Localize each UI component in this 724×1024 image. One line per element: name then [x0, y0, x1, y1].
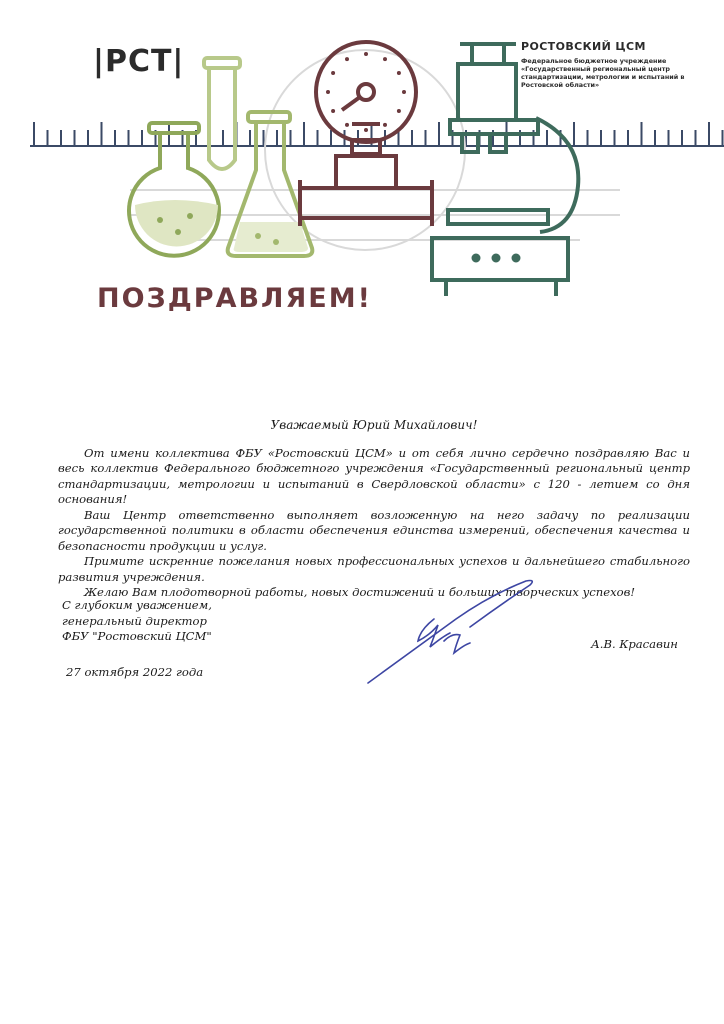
organization-subtitle: Федеральное бюджетное учреждение «Государственный региональный центр стандартизации, метрологии и испытаний в Ростовской области» [521, 57, 685, 89]
salutation: Уважаемый Юрий Михайлович! [270, 418, 478, 432]
paragraph: От имени коллектива ФБУ «Ростовский ЦСМ» и от себя лично сердечно поздравляю Вас и весь коллектив Федерального бюджетного учреждения «Государственный региональный центр стандартизации, метрологии и испытаний в Свердловской области» с 120 - летием со дня основания! [58, 445, 690, 506]
company-logo: |РСТ| [93, 44, 185, 79]
paragraph: Желаю Вам плодотворной работы, новых достижений и больших творческих успехов! [84, 585, 636, 599]
headline: ПОЗДРАВЛЯЕМ! [97, 283, 372, 314]
organization-title: РОСТОВСКИЙ ЦСМ [521, 40, 646, 53]
organization-name [521, 40, 716, 89]
closing-line: С глубоким уважением, [62, 598, 212, 612]
closing-block [62, 598, 282, 645]
closing-line: ФБУ "Ростовский ЦСМ" [62, 629, 212, 643]
signer-name: А.В. Красавин [591, 637, 678, 651]
letter-body [58, 418, 690, 601]
paragraph: Примите искренние пожелания новых профессиональных успехов и дальнейшего стабильного развития учреждения. [58, 554, 690, 584]
letter-date: 27 октября 2022 года [66, 665, 204, 679]
test-tube-icon [204, 58, 240, 169]
closing-line: генеральный директор [62, 613, 207, 628]
paragraph: Ваш Центр ответственно выполняет возложенную на него задачу по реализации государственной политики в области обеспечения единства измерений, обеспечения качества и безопасности продукции и услуг. [58, 507, 690, 553]
handwritten-signature [360, 575, 540, 690]
